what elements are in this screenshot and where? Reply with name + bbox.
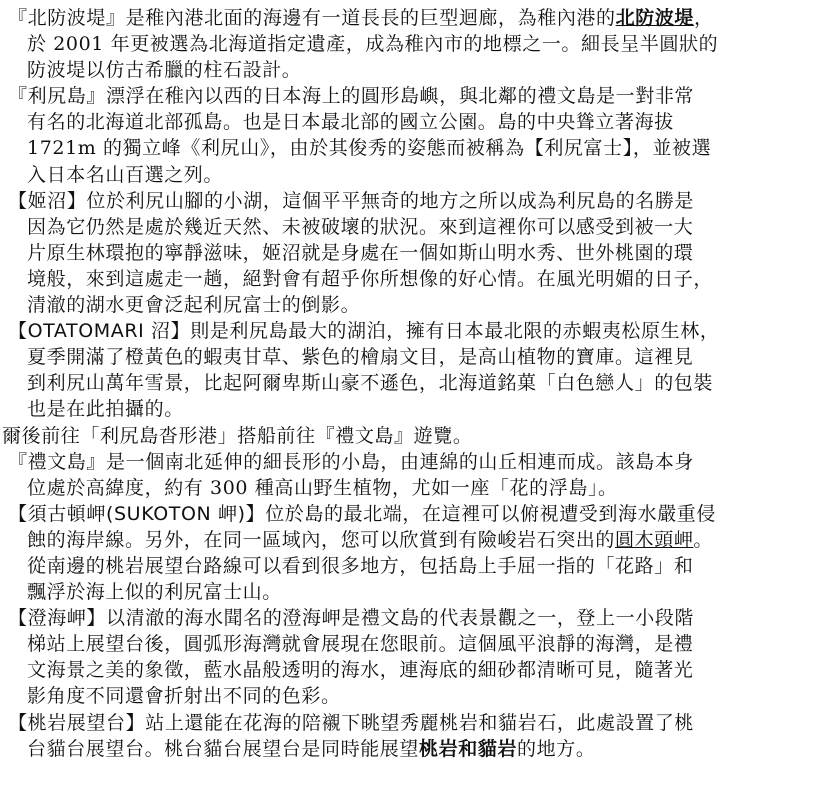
text-segment: 『: [8, 450, 28, 473]
text-segment: 到利尻山萬年雪景，比起阿爾卑斯山豪不遜色，北海道銘菓「白色戀人」的包裝: [27, 372, 714, 395]
text-line: [8, 631, 812, 657]
text-segment: 也是在此拍攝的。: [27, 398, 184, 421]
text-line: [8, 657, 812, 683]
text-line: [8, 449, 812, 475]
text-line: [8, 266, 812, 292]
text-line: [8, 553, 812, 579]
text-segment: 】以清澈的海水聞名的澄海岬是禮文島的代表景觀之一，登上一小段階: [86, 607, 695, 630]
text-segment: 【: [8, 189, 28, 212]
text-segment: 】位於利尻山腳的小湖，這個平平無奇的地方之所以成為利尻島的名勝是: [66, 189, 695, 212]
text-segment: 】，並被選: [622, 137, 712, 160]
text-segment: 』是一個南北延伸的細長形的小島，由連綿的山丘相連而成。該島本身: [86, 450, 695, 473]
text-line: [8, 109, 812, 135]
text-segment: 」。: [587, 476, 618, 499]
text-line: [8, 579, 812, 605]
text-segment: 飄浮於海上似的利尻富士山。: [27, 581, 282, 604]
text-line: [8, 5, 812, 31]
text-line: [8, 240, 812, 266]
text-segment: ，: [694, 7, 714, 29]
text-line: [8, 83, 812, 109]
text-segment: 於 2001 年更被選為北海道指定遺產，成為稚內市的地標之一。細長呈半圓狀的: [27, 33, 719, 56]
emphasis-text: 北防波堤: [615, 7, 695, 29]
text-segment: 1721m 的獨立峰《利尻山》，由於其俊秀的姿態而被稱為【: [27, 137, 545, 160]
text-segment: 】則是利尻島最大的湖泊，擁有日本最北限的赤蝦夷松原生林，: [170, 320, 720, 343]
text-segment: 文海景之美的象徵，藍水晶般透明的海水，連海底的細砂都清晰可見，隨著光: [27, 659, 694, 682]
text-line: [8, 683, 812, 709]
place-name: 北防波堤: [27, 7, 107, 29]
text-segment: 有名的北海道北部孤島。也是日本最北部的國立公園。島的中央聳立著海拔: [27, 111, 674, 134]
paragraph-himenuma: [8, 188, 812, 318]
text-line: [8, 475, 812, 501]
place-name: 澄海岬: [27, 607, 87, 630]
text-line: [8, 57, 812, 83]
text-segment: 位處於高緯度，約有 300 種高山野生植物，尤如一座「: [27, 476, 510, 499]
text-segment: 『: [8, 7, 28, 29]
text-segment: 因為它仍然是處於幾近天然、未被破壞的狀況。來到這裡你可以感受到被一大: [27, 215, 694, 238]
text-line: [8, 292, 812, 318]
text-line: [8, 501, 812, 527]
text-line: [8, 370, 812, 396]
text-segment: 防波堤以仿古希臘的柱石設計。: [27, 59, 302, 82]
emphasis-text: 桃岩和貓岩: [419, 737, 518, 760]
text-line: [8, 318, 812, 344]
place-name: 花的浮島: [509, 476, 588, 499]
text-line: [8, 396, 812, 422]
text-segment: 蝕的海岸線。另外，在同一區域內，您可以欣賞到有險峻岩石突出的: [27, 528, 616, 551]
place-name: 須古頓岬(SUKOTON 岬): [27, 502, 246, 525]
text-segment: 」搭船前往『禮文島』遊覽。: [217, 424, 473, 447]
place-name: 桃岩展望台: [27, 711, 126, 734]
text-segment: 』漂浮在稚內以西的日本海上的圓形島嶼，與北鄰的禮文島是一對非常: [86, 85, 695, 108]
text-segment: 梯站上展望台後，圓弧形海灣就會展現在您眼前。這個風平浪靜的海灣，是禮: [27, 633, 694, 656]
text-segment: 】位於島的最北端，在這裡可以俯視遭受到海水嚴重侵: [245, 502, 716, 525]
text-segment: 。: [693, 528, 714, 551]
text-segment: 【: [8, 607, 28, 630]
text-segment: 『: [8, 85, 28, 108]
text-segment: 』是稚內港北面的海邊有一道長長的巨型迴廊，為稚內港的: [106, 7, 616, 29]
text-line: [8, 736, 812, 762]
place-name: 利尻島: [27, 85, 87, 108]
text-segment: 】站上還能在花海的陪襯下眺望秀麗桃岩和貓岩石，此處設置了桃: [125, 711, 695, 734]
text-line: [8, 31, 812, 57]
text-segment: 清澈的湖水更會泛起利尻富士的倒影。: [27, 294, 361, 317]
text-segment: 【: [8, 502, 28, 525]
paragraph-rebun-island: [8, 449, 812, 501]
text-segment: 」和: [654, 554, 694, 577]
paragraph-cape-sumikai: [8, 605, 812, 709]
paragraph-rishiri-island: [8, 83, 812, 187]
place-name: 花路: [615, 554, 655, 577]
text-segment: 爾後前往「: [2, 424, 101, 447]
text-segment: 影角度不同還會折射出不同的色彩。: [27, 685, 341, 708]
paragraph-ferry: [2, 423, 812, 449]
place-name: 禮文島: [27, 450, 87, 473]
paragraph-cape-sukoton: [8, 501, 812, 605]
paragraph-momoiwa-observatory: [8, 710, 812, 762]
place-name: 利尻富士: [544, 137, 623, 160]
place-name: 圓木頭岬: [615, 528, 694, 551]
place-name: 利尻島沓形港: [100, 424, 218, 447]
text-segment: 夏季開滿了橙黃色的蝦夷甘草、紫色的檜扇文目，是高山植物的寶庫。這裡見: [27, 346, 694, 369]
text-line: [2, 423, 812, 449]
text-line: [8, 162, 812, 188]
place-name: 姬沼: [27, 189, 67, 212]
text-segment: 台貓台展望台。桃台貓台展望台是同時能展望: [27, 737, 420, 760]
text-segment: 【: [8, 320, 28, 343]
paragraph-north-breakwater: [8, 5, 812, 83]
text-segment: 片原生林環抱的寧靜滋味，姬沼就是身處在一個如斯山明水秀、世外桃園的環: [27, 241, 694, 264]
text-line: [8, 710, 812, 736]
text-line: [8, 344, 812, 370]
text-segment: 【: [8, 711, 28, 734]
text-segment: 從南邊的桃岩展望台路線可以看到很多地方，包括島上手屈一指的「: [27, 554, 616, 577]
place-name: OTATOMARI 沼: [27, 320, 171, 343]
text-segment: 境般，來到這處走一趟，絕對會有超乎你所想像的好心情。在風光明媚的日子，: [27, 267, 714, 290]
text-line: [8, 527, 812, 553]
text-line: [8, 188, 812, 214]
text-segment: 的地方。: [517, 737, 596, 760]
text-line: [8, 135, 812, 161]
text-line: [8, 605, 812, 631]
paragraph-otatomari-pond: [8, 318, 812, 422]
text-segment: 入日本名山百選之列。: [27, 163, 224, 186]
text-line: [8, 214, 812, 240]
